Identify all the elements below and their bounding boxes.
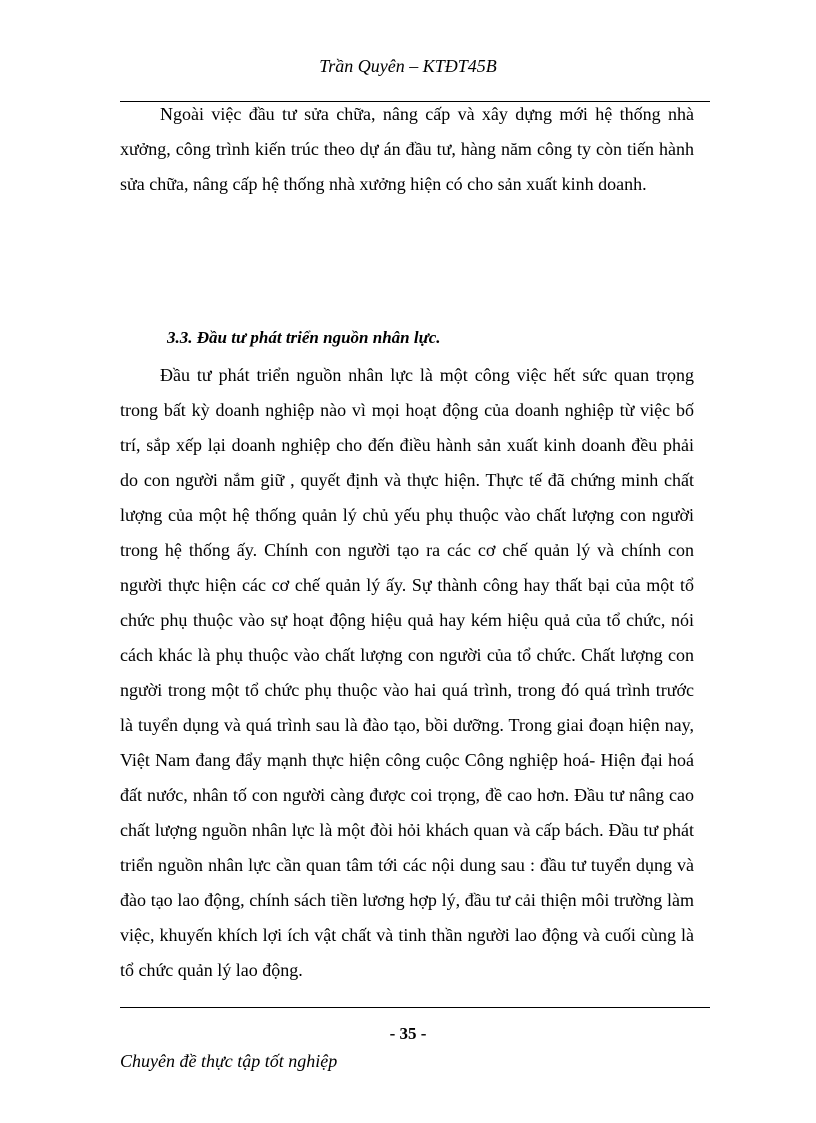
page-number: - 35 - <box>389 1024 427 1043</box>
header-title: Trần Quyên – KTĐT45B <box>319 56 497 76</box>
intro-paragraph: Ngoài việc đầu tư sửa chữa, nâng cấp và xây dựng mới hệ thống nhà xưởng, công trình kiến trúc theo dự án đầu tư, hàng năm công ty còn tiến hành sửa chữa, nâng cấp hệ thống nhà xưởng hiện có cho sản xuất kinh doanh. <box>120 104 694 194</box>
footer-divider <box>120 1007 710 1008</box>
footer-title: Chuyên đề thực tập tốt nghiệp <box>120 1051 338 1071</box>
section-heading: 3.3. Đầu tư phát triển nguồn nhân lực. <box>167 328 441 347</box>
body-paragraph: Đầu tư phát triển nguồn nhân lực là một công việc hết sức quan trọng trong bất kỳ doanh nghiệp nào vì mọi hoạt động của doanh nghiệp từ việc bố trí, sắp xếp lại doanh nghiệp cho đến điều hành sản xuất kinh doanh đều phải do con người nắm giữ , quyết định và thực hiện. Thực tế đã chứng minh chất lượng của một hệ thống quản lý chủ yếu phụ thuộc vào chất lượng con người trong hệ thống ấy. Chính con người tạo ra các cơ chế quản lý và chính con người thực hiện các cơ chế quản lý ấy. Sự thành công hay thất bại của một tổ chức phụ thuộc vào sự hoạt động hiệu quả hay kém hiệu quả của tổ chức, nói cách khác là phụ thuộc vào chất lượng con người của tổ chức. Chất lượng con người trong một tổ chức phụ thuộc vào hai quá trình, trong đó quá trình trước là tuyển dụng và quá trình sau là đào tạo, bồi dưỡng. Trong giai đoạn hiện nay, Việt Nam đang đẩy mạnh thực hiện công cuộc Công nghiệp hoá- Hiện đại hoá đất nước, nhân tố con người càng được coi trọng, đề cao hơn. Đầu tư nâng cao chất lượng nguồn nhân lực là một đòi hỏi khách quan và cấp bách. Đầu tư phát triển nguồn nhân lực cần quan tâm tới các nội dung sau : đầu tư tuyển dụng và đào tạo lao động, chính sách tiền lương hợp lý, đầu tư cải thiện môi trường làm việc, khuyến khích lợi ích vật chất và tinh thần người lao động và cuối cùng là tổ chức quản lý lao động. <box>120 365 694 980</box>
